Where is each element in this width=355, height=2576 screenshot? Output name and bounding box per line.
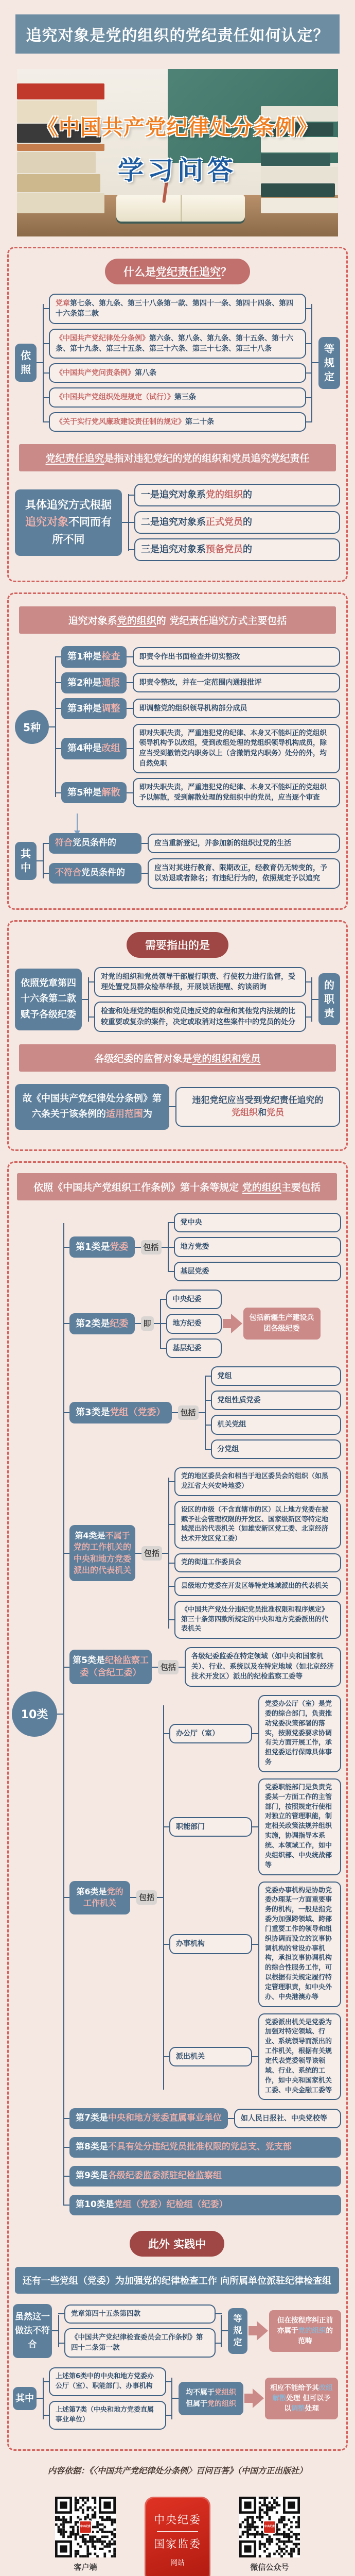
connector-line [127, 748, 133, 749]
open-book-graphic [116, 195, 245, 222]
organ-desc: 党委办公厅（室）是党委的综合部门，负责推动党委决策部署的落实，按照党委要求协调有关方面开展工作，承担党委运行保障具体事务 [258, 1695, 341, 1772]
among-label: 其中 [13, 2387, 37, 2410]
list-item [49, 412, 306, 432]
among-row [49, 858, 340, 889]
section2-banner: 追究对象系党的组织的 党纪责任追究方式主要包括 [19, 606, 336, 634]
list-item [134, 484, 340, 506]
organ-list [163, 1695, 341, 2100]
list-item [211, 1366, 341, 1386]
item-box: 《中国共产党处分违纪党员批准权限和程序规定》第三十条第四款所规定的中央和地方党委派出的代表机关 [174, 1601, 341, 1639]
practice-pill: 此外 实践中 [130, 2231, 224, 2257]
duty-right-label: 的职责 [318, 973, 340, 1025]
category-row [69, 1467, 341, 1639]
category-item-list [160, 1290, 222, 1358]
connector-line [127, 792, 133, 793]
category-label: 第8类是不具有处分违纪党员批准权限的党总支、党支部 [69, 2137, 341, 2158]
connector-pill: 即 [141, 1316, 154, 1331]
qr-label-client: 客户端 [55, 2562, 116, 2572]
item-box: 党组 [211, 1366, 341, 1386]
list-item [174, 1577, 341, 1596]
list-item [211, 1415, 341, 1434]
target-box: 一是追究对象系党的组织的 [134, 484, 340, 506]
among-bottom-tree [13, 2367, 341, 2429]
connector-line [141, 843, 148, 844]
connector-pill: 包括 [178, 1405, 199, 1420]
although-right-label: 等规定 [228, 2308, 247, 2354]
among-mid-box: 均不属于党组织 但属于党的组织 [179, 2382, 243, 2415]
among-case-label: 符合党员条件的 [49, 833, 141, 854]
kind-desc: 即责令作出书面检查并切实整改 [133, 647, 340, 667]
list-item [49, 2401, 166, 2430]
connector-pill: 包括 [141, 1240, 162, 1255]
connector-line [162, 1553, 168, 1554]
list-item [166, 1314, 222, 1333]
category-row [69, 1695, 341, 2100]
list-item [134, 511, 340, 534]
connector-line [122, 522, 128, 523]
category-label: 第7类是中央和地方党委直属事业单位 [69, 2108, 228, 2129]
duty-box: 检查和处理党的组织和党员违反党的章程和其他党内法规的比较重要或复杂的案件，决定或取消对这些案件中的党员的处分 [94, 1002, 306, 1032]
list-item [64, 2304, 216, 2324]
organ-row [169, 1778, 341, 1875]
hero-image [17, 69, 338, 236]
among-case-desc: 应当对其进行教育、限期改正，经教育仍无转变的，予以劝退或者除名；有违纪行为的，依照规定予以追究 [148, 858, 340, 889]
connector-line [252, 2056, 258, 2057]
reference-box: 《中国共产党纪律检查委员会工作条例》第四十二条第一款 [64, 2328, 216, 2358]
kind-row [61, 778, 340, 807]
kind-row [61, 698, 340, 719]
qr-code-row [0, 2497, 355, 2576]
list-item [49, 329, 306, 359]
connector-pill: 包括 [141, 1546, 162, 1561]
category-label: 第4类是不属于党的工作机关的中央和地方党委派出的代表机关 [69, 1525, 135, 1582]
category-label: 第9类是各级纪委监委派驻纪检监察组 [69, 2166, 341, 2187]
reference-box: 《中国共产党纪律处分条例》第六条、第八条、第九条、第十五条、第十六条、第十九条、第三十五条、第三十六条、第三十七条、第三十八条 [49, 329, 306, 359]
hero-title-regulations: 《中国共产党纪律处分条例》 [17, 110, 338, 141]
reference-box: 《关于实行党风廉政建设责任制的规定》第二十条 [49, 412, 306, 432]
connector-line [157, 1897, 163, 1898]
list-item [166, 1338, 222, 1358]
item-box: 党的街道工作委员会 [174, 1553, 341, 1572]
list-item [174, 1213, 341, 1232]
list-item [174, 1262, 341, 1281]
connector-line [49, 726, 55, 727]
list-item [94, 967, 306, 997]
list-item [49, 294, 306, 324]
organ-label: 办公厅（室） [169, 1724, 252, 1743]
reference-box: 党章第四十五条第四款 [64, 2304, 216, 2324]
reference-box: 党章第七条、第九条、第三十八条第一款、第四十一条、第四十四条、第四十六条第二款 [49, 294, 306, 324]
item-box: 地方纪委 [166, 1314, 222, 1333]
connector-line [222, 2330, 228, 2331]
category-label: 第5类是纪检监察工委（含纪工委） [69, 1650, 152, 1685]
item-box: 县级地方党委在开发区等特定地域派出的代表机关 [174, 1577, 341, 1596]
organ-label: 职能部门 [169, 1817, 252, 1837]
down-arrow-connector [77, 814, 78, 831]
connector-line [52, 2330, 58, 2331]
basis-right-label: 等规定 [318, 337, 340, 389]
connector-line [312, 999, 318, 1000]
organ-label: 派出机关 [169, 2047, 252, 2066]
connector-pill: 包括 [158, 1660, 179, 1674]
category-row [69, 1213, 341, 1281]
book-graphic [261, 198, 338, 213]
right-arrow-icon [223, 1314, 242, 1333]
cndi-logo-icon: 中央纪委 [263, 2520, 276, 2534]
among-row [49, 833, 340, 854]
connector-line [169, 1106, 175, 1107]
connector-line [228, 2118, 234, 2119]
kind-row [61, 646, 340, 667]
basis-ref-list [43, 294, 312, 432]
category-label: 第10类是党组（党委）纪检组（纪委） [69, 2195, 341, 2215]
scope-result-box [175, 1087, 340, 1127]
connector-line [127, 708, 133, 709]
supervision-banner: 各级纪委的监督对象是党的组织和党员 [19, 1044, 336, 1072]
connector-line [199, 1412, 205, 1413]
kind-desc: 即对失职失责，严重违犯党的纪律、本身又不能纠正的党组织领导机构予以改组，受到改组处理的党组织领导机构成员，除应当受到撤销党内职务以上（含撤销党内职务）处分的外，均自然免职 [133, 724, 340, 773]
category-row [69, 1647, 341, 1687]
item-box: 上述第7类（中央和地方党委直属事业单位） [49, 2401, 166, 2430]
organ-row [169, 1882, 341, 2007]
item-box: 地方党委 [174, 1237, 341, 1257]
duty-tree [15, 967, 340, 1032]
list-item [211, 1391, 341, 1410]
connector-line [135, 1323, 141, 1324]
list-item [166, 1290, 222, 1309]
right-arrow-icon [244, 2388, 264, 2408]
connector-line [127, 682, 133, 683]
qr-block-wechat [239, 2497, 300, 2572]
kind-desc: 即调整党的组织领导机构部分成员 [133, 699, 340, 718]
section-need-to-point-out [7, 920, 348, 1151]
category-row [69, 1366, 341, 1459]
item-box: 机关党组 [211, 1415, 341, 1434]
list-item [174, 1237, 341, 1257]
item-box: 中央纪委 [166, 1290, 222, 1309]
book-graphic [17, 83, 104, 99]
count-circle-5: 5种 [15, 710, 49, 744]
section3-title-pill: 需要指出的是 [127, 932, 228, 958]
organ-desc: 党委办事机构是协助党委办理某一方面重要事务的机构，一般是指党委为加强跨领域、跨部门重要工作的领导和组织协调而设立的议事协调机构的常设办事机构，承担议事协调机构的综合性服务工作，可以根据有关规定履行特定管理职责，如中央外办、中央港澳办等 [258, 1882, 341, 2007]
hero-title-qa: 学习问答 [17, 150, 338, 187]
scope-line2: 党组织和党员 [181, 1107, 335, 1120]
connector-line [135, 1553, 141, 1554]
cndi-logo-icon: 中央纪委 [79, 2520, 92, 2534]
badge-line1: 中央纪委 [154, 2512, 201, 2527]
list-item [174, 1467, 341, 1496]
connector-line [312, 362, 318, 363]
category-item-list [205, 1366, 341, 1459]
connector-line [172, 2398, 179, 2399]
category-row [69, 2108, 341, 2129]
practice-banner: 还有一些党组（党委）为加强党的纪律检查工作 向所属单位派驻纪律检查组 [15, 2267, 339, 2294]
kind-label: 第1种是检查 [61, 646, 127, 667]
category-label: 第6类是党的工作机关 [69, 1881, 130, 1914]
kind-desc: 即责令整改，并在一定范围内通报批评 [133, 673, 340, 692]
method-tree [15, 484, 340, 561]
connector-line [172, 1412, 178, 1413]
organ-desc: 党委派出机关是党委为加强对特定领域、行业、系统领导而派出的工作机关，根据有关规定代表党委领导该领域、行业、系统的工作，如中央和国家机关工委、中央金融工委等 [258, 2013, 341, 2100]
although-tree [13, 2304, 341, 2359]
list-item [211, 1439, 341, 1459]
basis-tree [15, 294, 340, 432]
section-what-is-accountability [7, 247, 348, 582]
connector-line [135, 1247, 141, 1248]
organ-label: 办事机构 [169, 1934, 252, 1954]
target-box: 三是追究对象系预备党员的 [134, 538, 340, 561]
connector-line [82, 999, 88, 1000]
organ-desc: 党委职能部门是负责党委某一方面工作的主管部门，按照规定行使相对独立的管理职能，制定相关政策法规并组织实施，协调指导本系统、本领域工作，如中央组织部、中央统战部等 [258, 1778, 341, 1875]
category-row [69, 2195, 341, 2215]
scope-line1: 违犯党纪应当受到党纪责任追究的 [181, 1094, 335, 1107]
badge-line2: 国家监委 [154, 2536, 201, 2551]
organ-row [169, 1695, 341, 1772]
among-item-list [43, 2367, 172, 2429]
among-label: 其中 [15, 842, 37, 880]
content-source-note: 内容依据：《〈中国共产党纪律处分条例〉百问百答》（中国方正出版社） [10, 2464, 345, 2476]
category-row [69, 2137, 341, 2158]
connector-pill: 包括 [136, 1890, 157, 1905]
list-item [174, 1601, 341, 1639]
target-box: 二是追究对象系正式党员的 [134, 511, 340, 534]
qr-code-wechat [239, 2497, 300, 2557]
list-item [49, 387, 306, 407]
item-box: 党中央 [174, 1213, 341, 1232]
connector-line [252, 1826, 258, 1827]
ten-categories-tree [13, 1213, 341, 2215]
section1-title-pill: 什么是党纪责任追究？ [105, 259, 250, 284]
qr-label-wechat: 微信公众号 [239, 2562, 300, 2572]
category-label: 第3类是党组（党委） [69, 1402, 172, 1423]
item-box: 设区的市级（不含直辖市的区）以上地方党委在被赋予社会管理权限的开发区、国家级新区等特定地域派出的代表机关（如雄安新区党工委、北京经济技术开发区党工委） [174, 1501, 341, 1549]
kind-row [61, 672, 340, 693]
kind-label: 第5种是解散 [61, 782, 127, 803]
kind-row [61, 724, 340, 773]
among-list [43, 833, 340, 888]
connector-line [127, 656, 133, 657]
item-box: 分党组 [211, 1439, 341, 1459]
connector-line [252, 1944, 258, 1945]
kind-list [55, 646, 340, 807]
among-case-label: 不符合党员条件的 [49, 863, 141, 884]
category-example-box: 如人民日报社、中央党校等 [234, 2109, 341, 2128]
kind-label: 第4种是改组 [61, 738, 127, 759]
connector-line [37, 362, 43, 363]
duty-box: 对党的组织和党员领导干部履行职责、行使权力进行监督，受理处置党员群众检举举报，开展谈话提醒、约谈函询 [94, 967, 306, 997]
list-item [49, 363, 306, 383]
list-item [64, 2328, 216, 2358]
reference-box: 《中国共产党组织处理规定（试行）》第三条 [49, 387, 306, 407]
connector-line [37, 860, 43, 861]
scope-tree [15, 1084, 340, 1130]
category-row [69, 2166, 341, 2187]
list-item [174, 1501, 341, 1549]
among-case-desc: 应当重新登记，并参加新的组织过党的生活 [148, 834, 340, 853]
category-row [69, 1290, 341, 1358]
although-ref-list [58, 2304, 222, 2358]
connector-line [130, 1897, 136, 1898]
definition-banner: 党纪责任追究是指对违犯党纪的党的组织和党员追究党纪责任 [19, 444, 336, 471]
target-list [128, 484, 340, 561]
list-item [49, 2367, 166, 2396]
item-box: 党的地区委员会和相当于地区委员会的组织（如黑龙江省大兴安岭地委） [174, 1467, 341, 1496]
qr-block-client [55, 2497, 116, 2572]
kind-label: 第3种是调整 [61, 698, 127, 719]
connector-line [252, 1733, 258, 1734]
item-box: 党组性质党委 [211, 1391, 341, 1410]
section4-banner: 依照《中国共产党组织工作条例》第十条等规定 党的组织主要包括 [17, 1173, 337, 1200]
category-note-box: 包括新疆生产建设兵团各级纪委 [243, 1308, 321, 1340]
category-item-list [168, 1467, 341, 1639]
badge-divider [157, 2531, 198, 2532]
book-graphic [17, 193, 104, 213]
kind-desc: 即对失职失责，严重违犯党的纪律、本身又不能纠正的党组织予以解散，受到解散处理的党组织中的党员，应当逐个审查 [133, 778, 340, 807]
basis-left-label: 依照 [15, 344, 37, 382]
qr-code-client [55, 2497, 116, 2557]
item-box: 基层纪委 [166, 1338, 222, 1358]
list-item [134, 538, 340, 561]
connector-line [57, 1714, 63, 1715]
connector-line [179, 1667, 185, 1668]
right-arrow-icon [248, 2321, 268, 2341]
item-box: 基层党委 [174, 1262, 341, 1281]
connector-line [162, 1247, 168, 1248]
reference-box: 《中国共产党问责条例》第八条 [49, 363, 306, 383]
category-item-list [168, 1213, 341, 1281]
category-list [63, 1213, 341, 2215]
organ-row [169, 2013, 341, 2100]
item-box: 上述第6类中的中央和地方党委办公厅（室）、职能部门、办事机构 [49, 2367, 166, 2396]
connector-line [152, 1667, 158, 1668]
method-box: 具体追究方式根据追究对象不同而有所不同 [15, 489, 122, 556]
kind-label: 第2种是通报 [61, 672, 127, 693]
five-kinds-tree [15, 646, 340, 807]
duty-left-box: 依照党章第四十六条第二款赋予各级纪委 [15, 969, 82, 1030]
list-item [174, 1553, 341, 1572]
connector-line [37, 2398, 43, 2399]
cndi-site-badge [145, 2497, 210, 2576]
category-label: 第1类是党委 [69, 1236, 135, 1258]
connector-line [154, 1323, 160, 1324]
although-note-box: 但在按程序纠正前亦属于党的组织的范畴 [269, 2310, 341, 2352]
section-ten-categories [7, 1161, 348, 2450]
category-label: 第2类是纪委 [69, 1313, 135, 1334]
among-tree [15, 833, 340, 888]
count-circle-10: 10类 [12, 1691, 57, 1737]
section-five-methods [7, 592, 348, 909]
scope-left-box: 故《中国共产党纪律处分条例》第六条关于该条例的适用范围为 [15, 1084, 169, 1130]
category-desc-box: 各级纪委监委在特定领域（如中央和国家机关）、行业、系统以及在特定地域（如北京经济技术开发区）派出的纪检监察工委等 [185, 1647, 341, 1687]
connector-line [141, 873, 148, 874]
duty-list [88, 967, 312, 1032]
list-item [94, 1002, 306, 1032]
among-result-box: 相应不能给予其改组 解散处理 但可以予以调整处理 [265, 2378, 338, 2419]
page-title: 追究对象是党的组织的党纪责任如何认定？ [15, 14, 340, 54]
although-label: 虽然这一做法不符合 [13, 2304, 52, 2359]
badge-line3: 网站 [170, 2557, 185, 2568]
